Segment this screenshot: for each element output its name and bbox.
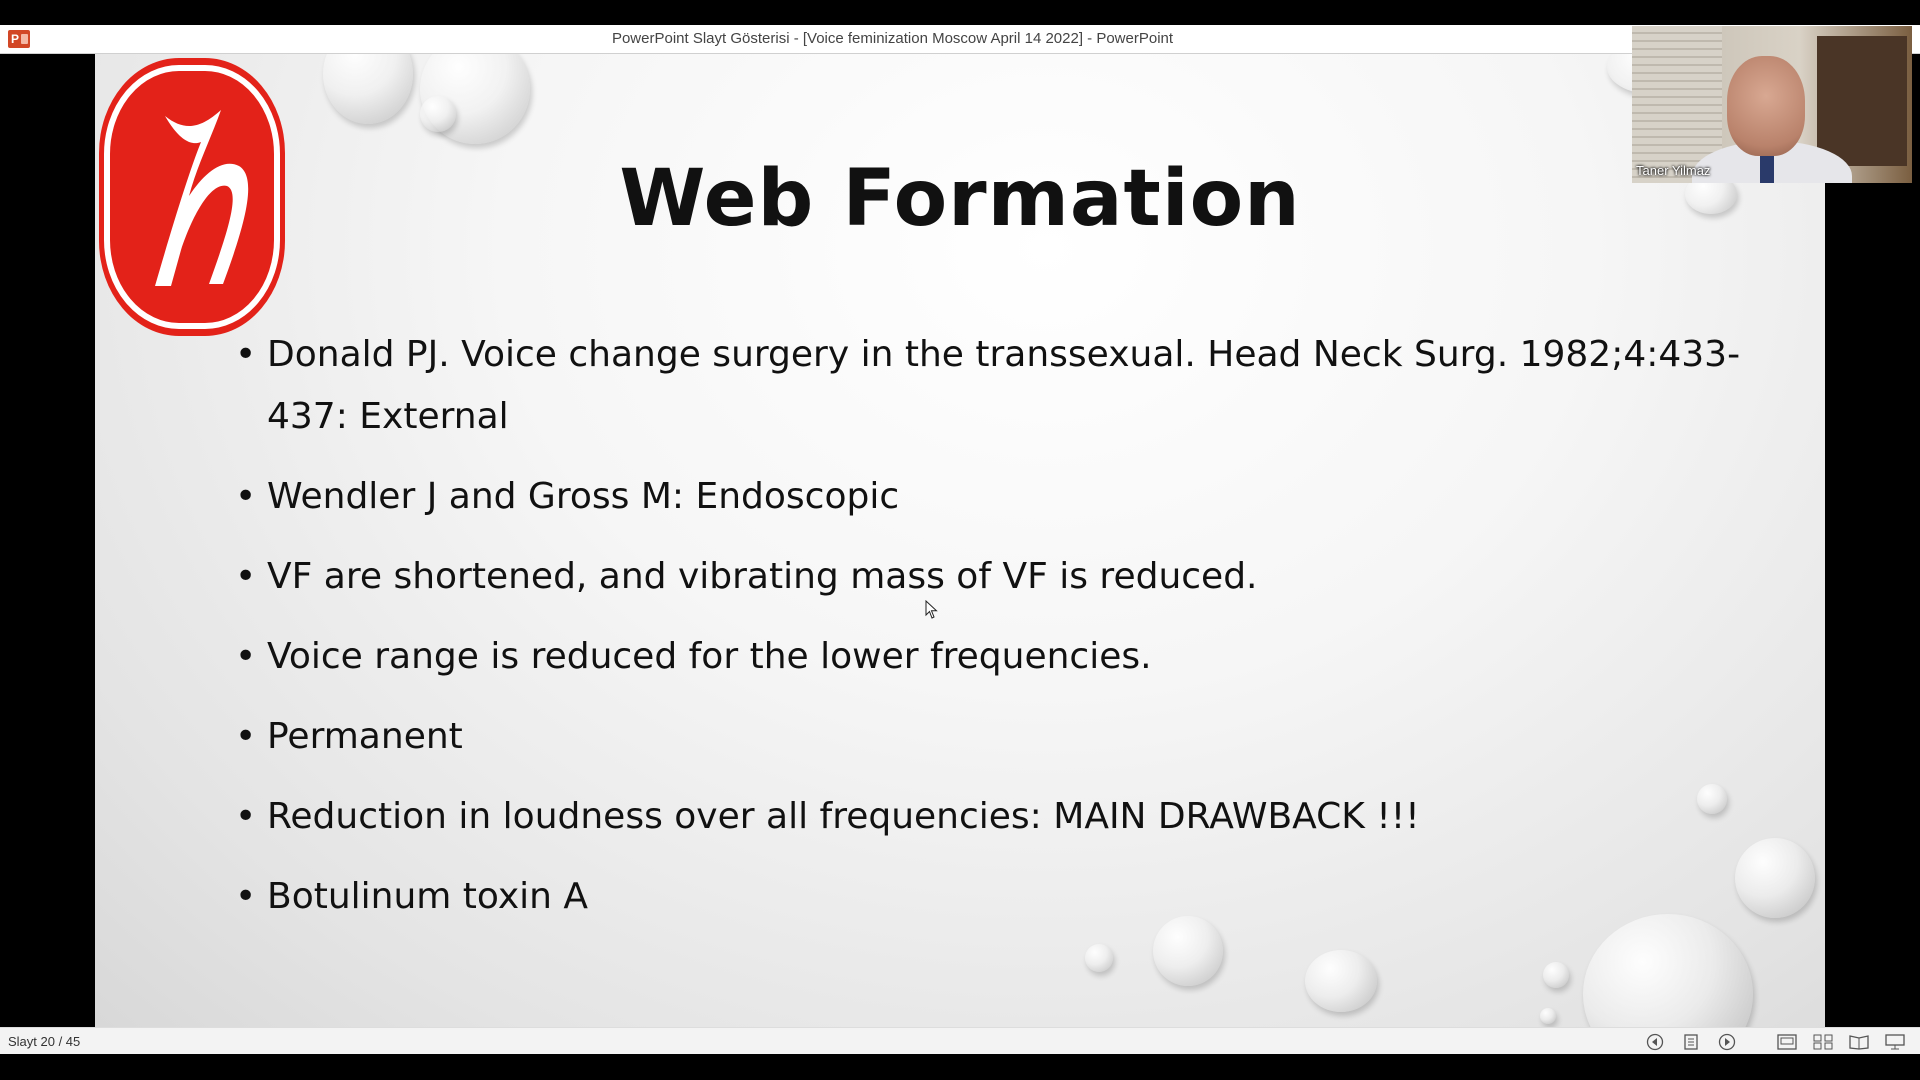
status-controls: [1642, 1032, 1908, 1052]
bullet-item: [235, 786, 1795, 848]
slide[interactable]: [95, 54, 1825, 1027]
bullet-text: Voice range is reduced for the lower frequencies.: [267, 636, 1152, 677]
bullet-text: Donald PJ. Voice change surgery in the transsexual. Head Neck Surg. 1982;4:433-437: External: [267, 334, 1741, 437]
bullet-item: [235, 546, 1795, 608]
bullet-text: Reduction in loudness over all frequencies: MAIN DRAWBACK !!!: [267, 796, 1420, 837]
bullet-marker: •: [235, 556, 257, 597]
video-background-shelf: [1817, 36, 1907, 166]
bullet-text: Permanent: [267, 716, 463, 757]
water-drop-decoration: [420, 96, 456, 132]
status-bar: [0, 1027, 1920, 1055]
water-drop-decoration: [1085, 944, 1113, 972]
bullet-item: [235, 706, 1795, 768]
slide-menu-icon[interactable]: [1678, 1032, 1704, 1052]
bullet-text: VF are shortened, and vibrating mass of VF is reduced.: [267, 556, 1258, 597]
slideshow-area[interactable]: [0, 54, 1920, 1027]
slide-title: Web Formation: [619, 154, 1301, 244]
bullet-marker: •: [235, 476, 257, 517]
bullet-item: [235, 866, 1795, 928]
bullet-marker: •: [235, 876, 257, 917]
water-drop-decoration: [1697, 784, 1727, 814]
screen-top-bar: [0, 0, 1920, 25]
water-drop-decoration: [1540, 1008, 1556, 1024]
window-title: PowerPoint Slayt Gösterisi - [Voice feminization Moscow April 14 2022] - PowerPoint: [611, 30, 1174, 47]
bullet-list: [235, 324, 1795, 946]
water-drop-decoration: [323, 54, 413, 124]
normal-view-icon[interactable]: [1774, 1032, 1800, 1052]
water-drop-decoration: [1153, 916, 1223, 986]
screen-bottom-bar: [0, 1054, 1920, 1080]
participant-name-label: Taner Yilmaz: [1636, 163, 1711, 178]
slideshow-icon[interactable]: [1882, 1032, 1908, 1052]
bullet-item: [235, 626, 1795, 688]
bullet-text: Wendler J and Gross M: Endoscopic: [267, 476, 900, 517]
next-slide-icon[interactable]: [1714, 1032, 1740, 1052]
bullet-marker: •: [235, 636, 257, 677]
reading-view-icon[interactable]: [1846, 1032, 1872, 1052]
bullet-marker: •: [235, 796, 257, 837]
bullet-marker: •: [235, 334, 257, 375]
powerpoint-icon-letter: P: [10, 32, 19, 46]
mouse-pointer-icon: [925, 600, 939, 620]
slide-counter: Slayt 20 / 45: [8, 1034, 81, 1049]
bullet-item: [235, 324, 1795, 448]
bullet-marker: •: [235, 716, 257, 757]
water-drop-decoration: [1735, 838, 1815, 918]
slide-sorter-icon[interactable]: [1810, 1032, 1836, 1052]
previous-slide-icon[interactable]: [1642, 1032, 1668, 1052]
water-drop-decoration: [1305, 950, 1377, 1012]
participant-video-tile[interactable]: [1632, 26, 1912, 183]
bullet-item: [235, 466, 1795, 528]
bullet-text: Botulinum toxin A: [267, 876, 589, 917]
water-drop-decoration: [1543, 962, 1569, 988]
participant-head: [1727, 56, 1805, 156]
